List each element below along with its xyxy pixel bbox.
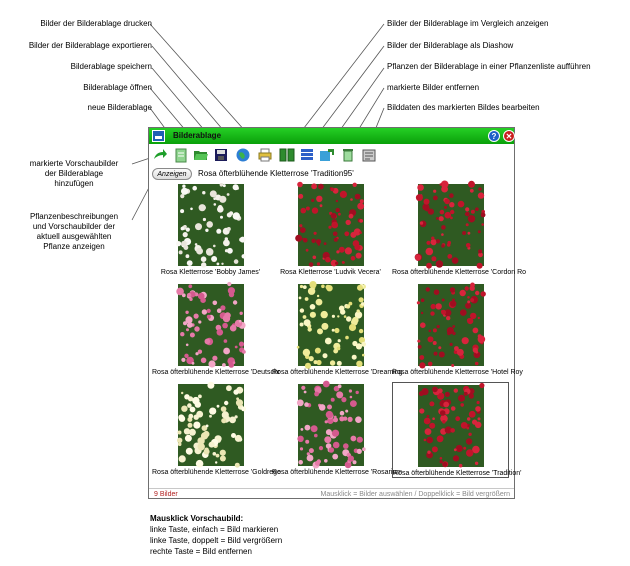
callout-show-plant: Pflanzenbeschreibungen und Vorschaubilder der aktuell ausgewählten Pflanze anzeigen	[29, 212, 119, 251]
rose-photo	[178, 284, 244, 366]
mouse-help	[150, 513, 282, 557]
thumbnail-cell[interactable]	[272, 182, 389, 278]
thumbnail-cell[interactable]	[152, 282, 281, 378]
add-arrow-icon[interactable]	[152, 147, 168, 163]
bilderablage-window	[148, 127, 527, 499]
callout-slideshow: Bilder der Bilderablage als Diashow	[387, 41, 514, 50]
callout-plant-list: Pflanzen der Bilderablage in einer Pflanzenliste aufführen	[387, 62, 591, 71]
mouse-help-line: linke Taste, einfach = Bild markieren	[150, 525, 279, 534]
new-icon[interactable]	[173, 147, 189, 163]
open-folder-icon[interactable]	[193, 147, 209, 163]
status-bar	[149, 488, 514, 499]
thumbnail-cell[interactable]	[272, 382, 403, 478]
rose-photo	[178, 184, 244, 266]
callout-open: Bilderablage öffnen	[83, 83, 152, 92]
rose-photo	[418, 284, 484, 366]
callout-save: Bilderablage speichern	[70, 62, 152, 71]
rose-photo	[418, 184, 484, 266]
current-plant-name: Rosa öfterblühende Kletterrose 'Tradition95'	[198, 169, 354, 178]
rose-photo	[298, 284, 364, 366]
callout-edit-data: Bilddaten des markierten Bildes bearbeiten	[387, 103, 540, 112]
edit-data-icon[interactable]	[361, 147, 377, 163]
callout-remove: markierte Bilder entfernen	[387, 83, 480, 92]
rose-photo	[418, 385, 484, 467]
compare-icon[interactable]	[279, 147, 295, 163]
rose-photo	[298, 184, 364, 266]
callout-export: Bilder der Bilderablage exportieren	[28, 41, 152, 50]
thumbnail-grid	[152, 182, 527, 482]
thumbnail-caption: Rosa Kletterrose 'Ludvik Vecera'	[280, 269, 381, 276]
print-icon[interactable]	[257, 147, 273, 163]
thumbnail-cell[interactable]	[392, 182, 527, 278]
image-count: 9 Bilder	[154, 491, 178, 498]
thumbnail-caption: Rosa öfterblühende Kletterrose 'Rosarium	[272, 469, 403, 476]
thumbnail-caption: Rosa öfterblühende Kletterrose 'Tradition'	[393, 470, 522, 477]
thumbnail-caption: Rosa öfterblühende Kletterrose 'Goldrege	[152, 469, 281, 476]
thumbnail-caption: Rosa öfterblühende Kletterrose 'Deutschr	[152, 369, 281, 376]
window-title: Bilderablage	[173, 131, 222, 140]
thumbnail-cell[interactable]	[152, 182, 269, 278]
export-globe-icon[interactable]	[235, 147, 251, 163]
thumbnail-cell[interactable]	[272, 282, 403, 378]
callout-compare: Bilder der Bilderablage im Vergleich anzeigen	[387, 19, 549, 28]
mouse-help-line: linke Taste, doppelt = Bild vergrößern	[150, 536, 283, 545]
slideshow-icon[interactable]	[299, 147, 315, 163]
app-icon	[152, 130, 165, 142]
callout-print: Bilder der Bilderablage drucken	[40, 19, 152, 28]
thumbnail-caption: Rosa Kletterrose 'Bobby James'	[160, 269, 261, 276]
thumbnail-caption: Rosa öfterblühende Kletterrose 'Cordon Ro	[392, 269, 527, 276]
thumbnail-cell[interactable]	[152, 382, 281, 478]
thumbnail-caption: Rosa öfterblühende Kletterrose 'Dreaming	[272, 369, 403, 376]
rose-photo	[298, 384, 364, 466]
mouse-help-heading: Mausklick Vorschaubild:	[150, 514, 244, 523]
mouse-help-line: rechte Taste = Bild entfernen	[150, 547, 252, 556]
toolbar	[149, 144, 514, 166]
thumbnail-cell[interactable]	[392, 282, 523, 378]
help-button[interactable]: ?	[488, 130, 500, 142]
plant-list-icon[interactable]	[319, 147, 335, 163]
thumbnail-caption: Rosa öfterblühende Kletterrose 'Hotel Roy	[392, 369, 523, 376]
remove-bin-icon[interactable]	[340, 147, 356, 163]
thumbnail-cell[interactable]	[392, 382, 522, 478]
rose-photo	[178, 384, 244, 466]
status-hint: Mausklick = Bilder auswählen / Doppelklick = Bild vergrößern	[320, 491, 510, 498]
anzeigen-button[interactable]: Anzeigen	[152, 168, 192, 180]
title-bar	[149, 128, 514, 144]
close-button[interactable]: ✕	[503, 130, 515, 142]
callout-new: neue Bilderablage	[87, 103, 152, 112]
callout-add-thumbnails: markierte Vorschaubilder der Bilderablage hinzufügen	[29, 159, 119, 188]
save-disk-icon[interactable]	[213, 147, 229, 163]
